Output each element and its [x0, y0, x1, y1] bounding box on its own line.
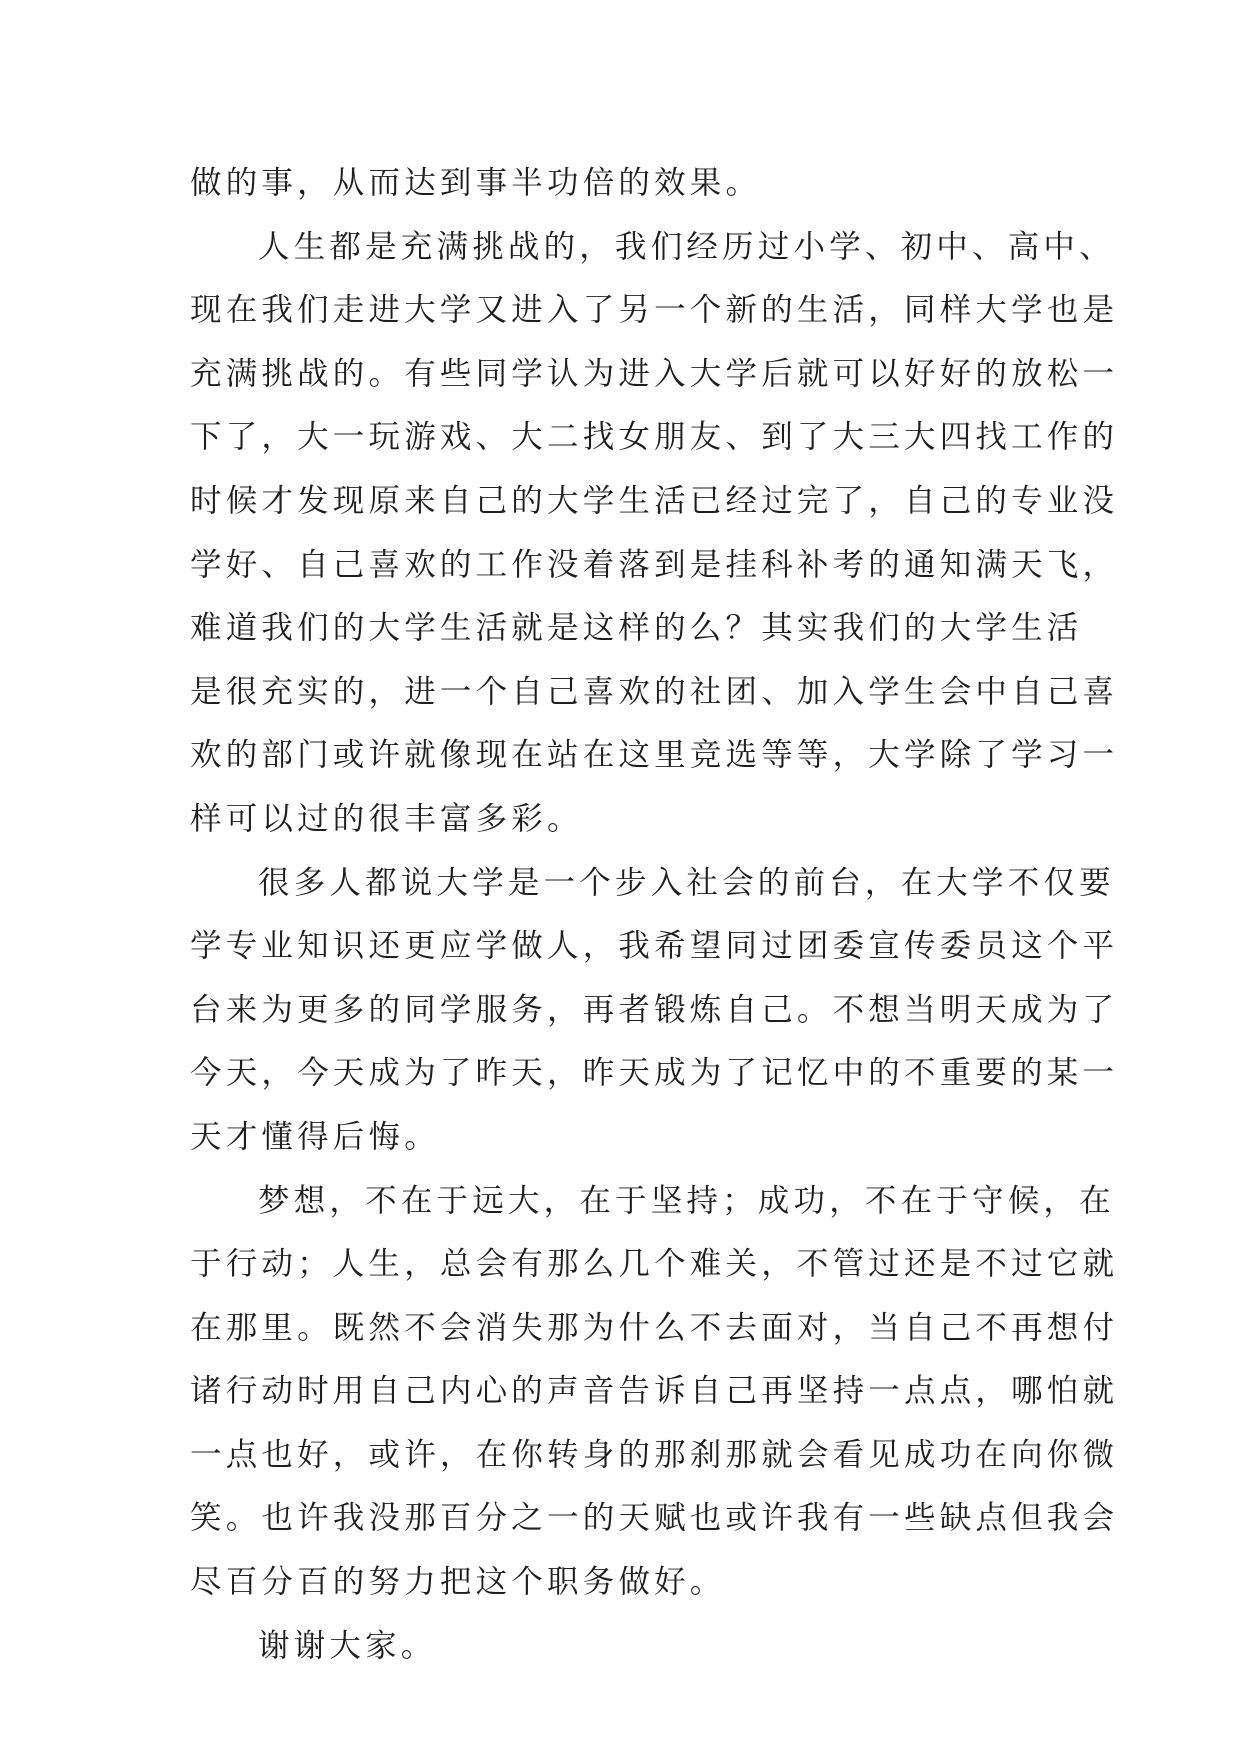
- closing-line: 谢谢大家。: [258, 1627, 437, 1664]
- text-line: 天才懂得后悔。: [190, 1118, 440, 1155]
- text-line: 欢的部门或许就像现在站在这里竞选等等，大学除了学习一: [190, 737, 1119, 774]
- text-line: 学专业知识还更应学做人，我希望同过团委宣传委员这个平: [190, 928, 1119, 965]
- text-line: 今天，今天成为了昨天，昨天成为了记忆中的不重要的某一: [190, 1055, 1119, 1092]
- text-line: 做的事，从而达到事半功倍的效果。: [190, 165, 762, 201]
- text-line: 是很充实的，进一个自己喜欢的社团、加入学生会中自己喜: [190, 673, 1119, 710]
- paragraph-start-line: 人生都是充满挑战的，我们经历过小学、初中、高中、: [258, 228, 1115, 265]
- text-line: 诸行动时用自己内心的声音告诉自己再坚持一点点，哪怕就: [190, 1373, 1119, 1410]
- text-line: 学好、自己喜欢的工作没着落到是挂科补考的通知满天飞，: [190, 546, 1119, 583]
- text-line: 台来为更多的同学服务，再者锻炼自己。不想当明天成为了: [190, 991, 1119, 1028]
- text-line: 尽百分百的努力把这个职务做好。: [190, 1564, 726, 1601]
- text-line: 充满挑战的。有些同学认为进入大学后就可以好好的放松一: [190, 355, 1119, 392]
- text-line: 难道我们的大学生活就是这样的么？其实我们的大学生活: [190, 610, 1083, 647]
- text-line: 样可以过的很丰富多彩。: [190, 800, 583, 837]
- paragraph-start-line: 梦想，不在于远大，在于坚持；成功，不在于守候，在: [258, 1182, 1115, 1219]
- speech-body: [190, 152, 1119, 1678]
- text-line: 于行动；人生，总会有那么几个难关，不管过还是不过它就: [190, 1246, 1119, 1283]
- text-line: 笑。也许我没那百分之一的天赋也或许我有一些缺点但我会: [190, 1500, 1119, 1537]
- text-line: 一点也好，或许，在你转身的那刹那就会看见成功在向你微: [190, 1436, 1119, 1473]
- text-line: 现在我们走进大学又进入了另一个新的生活，同样大学也是: [190, 292, 1119, 329]
- text-line: 在那里。既然不会消失那为什么不去面对，当自己不再想付: [190, 1309, 1119, 1346]
- text-line: 时候才发现原来自己的大学生活已经过完了，自己的专业没: [190, 482, 1119, 519]
- text-line: 下了，大一玩游戏、大二找女朋友、到了大三大四找工作的: [190, 419, 1119, 456]
- paragraph-start-line: 很多人都说大学是一个步入社会的前台，在大学不仅要: [258, 864, 1115, 901]
